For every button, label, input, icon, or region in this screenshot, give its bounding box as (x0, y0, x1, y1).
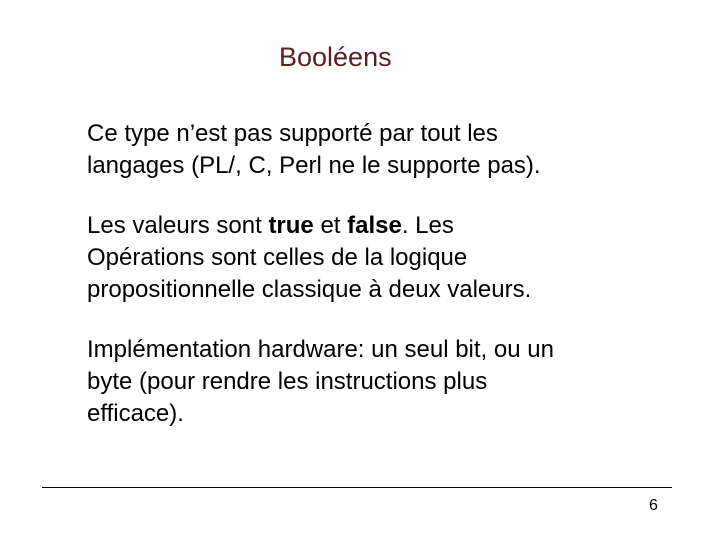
text-line (87, 210, 687, 242)
text-line: efficace). (87, 400, 184, 427)
text-line: Opérations sont celles de la logique (87, 244, 468, 271)
text-line: propositionnelle classique à deux valeurs. (87, 276, 532, 303)
slide-title: Booléens (279, 42, 392, 72)
keyword-false: false (347, 212, 402, 239)
page-number: 6 (649, 497, 658, 514)
text-fragment: . Les (401, 212, 454, 239)
text-fragment: Les valeurs sont (87, 212, 269, 239)
text-fragment: et (313, 212, 348, 239)
footer-divider (42, 487, 672, 488)
paragraph-support (87, 118, 687, 182)
paragraph-values (87, 210, 687, 306)
paragraph-implementation (87, 334, 687, 430)
keyword-true: true (268, 212, 314, 239)
text-line: Ce type n’est pas supporté par tout les (87, 120, 498, 147)
text-line: langages (PL/, C, Perl ne le supporte pas). (87, 152, 541, 179)
text-line: Implémentation hardware: un seul bit, ou un (87, 336, 554, 363)
text-line: byte (pour rendre les instructions plus (87, 368, 488, 395)
